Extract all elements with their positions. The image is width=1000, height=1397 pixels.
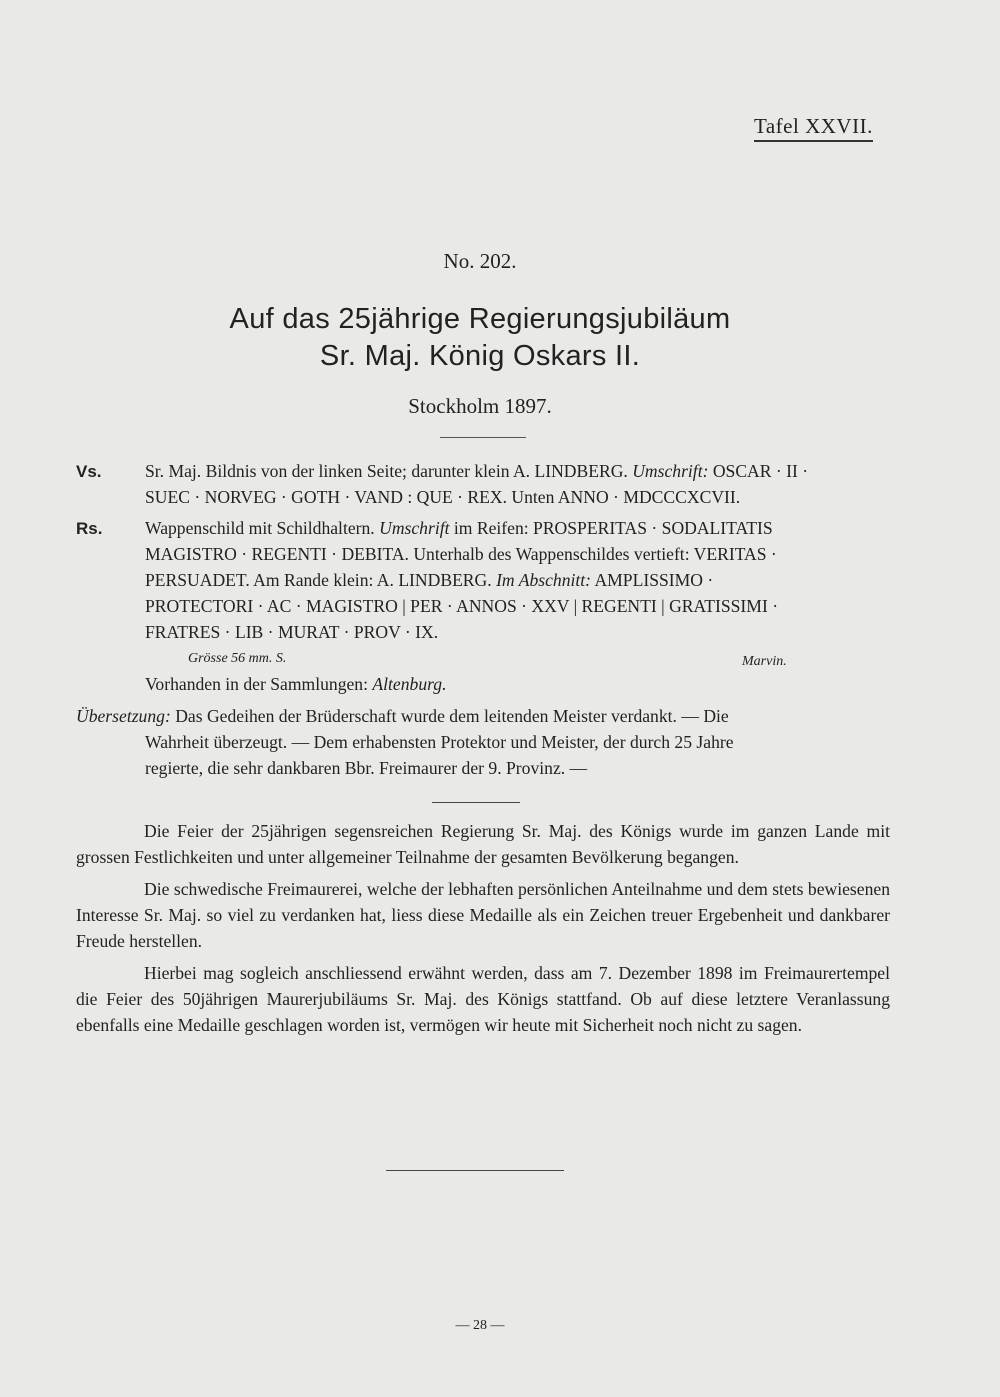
reverse-abschnitt-text: AMPLISSIMO ·	[591, 570, 714, 590]
translation-text-1: Das Gedeihen der Brüderschaft wurde dem leitenden Meister verdankt. — Die	[170, 706, 729, 726]
reverse-abschnitt-label: Im Abschnitt:	[496, 570, 592, 590]
plate-label: Tafel XXVII.	[754, 114, 873, 142]
reverse-line-3	[145, 567, 890, 593]
end-divider	[386, 1170, 564, 1171]
title-line-1: Auf das 25jährige Regierungsjubiläum	[229, 303, 731, 335]
entry-number: No. 202.	[443, 249, 517, 273]
section-divider	[432, 802, 520, 803]
translation-line-2: Wahrheit überzeugt. — Dem erhabensten Protektor und Meister, der durch 25 Jahre	[145, 732, 734, 752]
obverse-description	[76, 458, 890, 510]
reverse-label: Rs.	[76, 519, 103, 538]
collections-text: Vorhanden in der Sammlungen:	[145, 674, 373, 694]
collections-place: Altenburg.	[372, 674, 447, 694]
ornamental-divider	[440, 437, 526, 438]
obverse-inscription: OSCAR · II ·	[708, 461, 809, 481]
translation-block	[76, 703, 890, 781]
reverse-line-1	[145, 515, 890, 541]
obverse-line-1	[145, 458, 890, 484]
reverse-text: Wappenschild mit Schildhaltern.	[145, 518, 380, 538]
reverse-description	[76, 515, 890, 645]
collections-line	[76, 671, 890, 697]
reverse-line-4: PROTECTORI · AC · MAGISTRO | PER · ANNOS · XXV | REGENTI | GRATISSIMI ·	[145, 596, 779, 616]
translation-line-3: regierte, die sehr dankbaren Bbr. Freimaurer der 9. Provinz. —	[145, 758, 588, 778]
reverse-line-5: FRATRES · LIB · MURAT · PROV · IX.	[145, 622, 439, 642]
translation-line-1	[76, 703, 890, 729]
body-paragraph-2: Die schwedische Freimaurerei, welche der lebhaften persönlichen Anteilnahme und dem stets bewiesenen Interesse Sr. Maj. so viel zu verdanken hat, liess diese Medaille als ein Zeichen treuer Ergebenheit und dankbarer Freude herstellen.	[76, 879, 890, 951]
obverse-line-2: SUEC · NORVEG · GOTH · VAND : QUE · REX. Unten ANNO · MDCCCXCVII.	[145, 487, 741, 507]
body-paragraph-1: Die Feier der 25jährigen segensreichen Regierung Sr. Maj. des Königs wurde im ganzen Lande mit grossen Festlichkeiten und unter allgemeiner Teilnahme der gesamten Bevölkerung begangen.	[76, 821, 890, 867]
reverse-edge-text: PERSUADET. Am Rande klein: A. LINDBERG.	[145, 570, 497, 590]
title-line-2: Sr. Maj. König Oskars II.	[319, 340, 641, 372]
translation-label: Übersetzung:	[76, 706, 171, 726]
maker-note: Marvin.	[742, 654, 787, 669]
page-number: — 28 —	[455, 1318, 505, 1333]
obverse-text: Sr. Maj. Bildnis von der linken Seite; darunter klein A. LINDBERG.	[145, 461, 633, 481]
body-text	[76, 818, 890, 1038]
reverse-line-2: MAGISTRO · REGENTI · DEBITA. Unterhalb des Wappenschildes vertieft: VERITAS ·	[145, 544, 777, 564]
place-year: Stockholm 1897.	[408, 394, 552, 418]
obverse-umschrift-label: Umschrift:	[632, 461, 709, 481]
body-paragraph-3: Hierbei mag sogleich anschliessend erwähnt werden, dass am 7. Dezember 1898 im Freimaurertempel die Feier des 50jährigen Maurerjubiläums Sr. Maj. des Königs stattfand. Ob auf diese letztere Veranlassung ebenfalls eine Medaille geschlagen worden ist, vermögen wir heute mit Sicherheit noch nicht zu sagen.	[76, 963, 890, 1035]
reverse-umschrift-label: Umschrift	[379, 518, 450, 538]
obverse-label: Vs.	[76, 462, 102, 481]
reverse-inscription: im Reifen: PROSPERITAS · SODALITATIS	[449, 518, 773, 538]
size-note: Grösse 56 mm. S.	[188, 651, 287, 666]
